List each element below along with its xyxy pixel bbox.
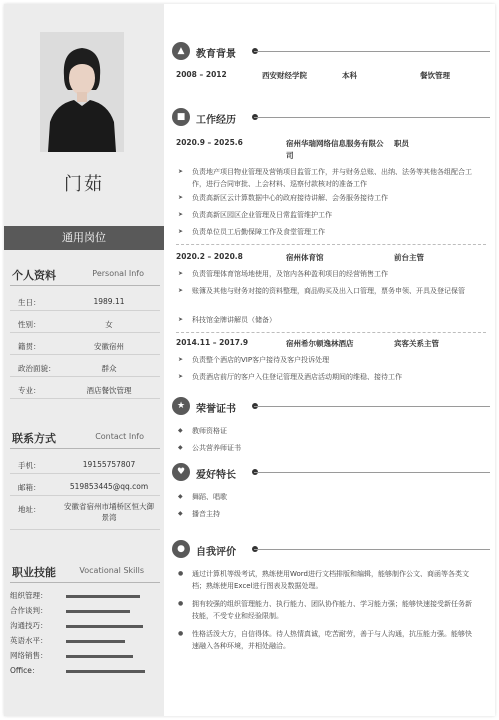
main-content: [164, 4, 495, 716]
summary-item: ● 拥有较强的组织管理能力、执行能力、团队协作能力、学习能力强；能够快速接受新任务新技能，不受专业和经验限制。: [178, 600, 472, 620]
contact-value: 519853445@qq.com: [69, 482, 149, 491]
info-value: 酒店餐饮管理: [86, 386, 132, 395]
chevron-right-icon: ➤: [178, 168, 184, 175]
skill-bar: [66, 655, 133, 658]
chevron-right-icon: ➤: [178, 287, 184, 294]
skill-row: [10, 603, 160, 617]
skill-bar: [66, 640, 125, 643]
job-role: 宾客关系主管: [394, 339, 439, 348]
skills-title: 职业技能: [12, 566, 56, 579]
chevron-right-icon: ➤: [178, 194, 184, 201]
profile-photo: [40, 32, 124, 152]
work-title: 工作经历: [196, 115, 236, 126]
medal-icon: ★: [172, 397, 190, 415]
skill-label: 英语水平：: [10, 636, 48, 645]
chevron-right-icon: ➤: [178, 316, 184, 323]
header-line: [254, 51, 490, 52]
skill-bar: [66, 625, 143, 628]
candidate-name: 门茹: [64, 174, 104, 195]
skill-label: Office：: [10, 666, 40, 675]
skill-label: 组织管理：: [10, 591, 48, 600]
cert-item: ◆ 公共营养师证书: [178, 444, 241, 452]
job-bullet: ➤ 科技馆金牌讲解员（储备）: [178, 316, 276, 324]
hobbies-title: 爱好特长: [196, 470, 236, 481]
chat-bubble-icon: ●: [172, 540, 190, 558]
skill-row: [10, 618, 160, 632]
skill-bar: [66, 610, 130, 613]
personal-info-title-en: Personal Info: [92, 269, 144, 278]
skill-bar: [66, 595, 140, 598]
diamond-bullet-icon: ◆: [178, 444, 183, 451]
certs-section-header: [172, 397, 495, 417]
job-bullet: ➤ 负责酒店前厅的客户入住登记管理及酒店活动期间的维稳、接待工作: [178, 373, 402, 381]
education-school: 西安财经学院: [262, 71, 307, 80]
contact-info-title: 联系方式: [12, 432, 56, 445]
job-bullet: ➤ 负责整个酒店的VIP客户接待及客户投诉处理: [178, 356, 330, 364]
education-section-header: [172, 42, 495, 62]
job-period: 2014.11 – 2017.9: [176, 338, 249, 347]
header-line: [254, 406, 490, 407]
chevron-right-icon: ➤: [178, 373, 184, 380]
info-value: 女: [105, 320, 113, 329]
info-row-birthday: [10, 292, 160, 311]
skills-heading: [10, 564, 160, 583]
info-row-major: [10, 380, 160, 399]
job-company: 宿州华瑞网络信息服务有限公司: [286, 139, 384, 160]
hobbies-section-header: [172, 463, 495, 483]
skill-row: [10, 633, 160, 647]
contact-key: 邮箱：: [18, 483, 41, 492]
info-row-gender: [10, 314, 160, 333]
contact-row-phone: [10, 455, 160, 474]
info-value: 群众: [101, 364, 117, 373]
skill-bar: [66, 670, 145, 673]
skill-label: 网络销售：: [10, 651, 48, 660]
header-line: [254, 549, 490, 550]
info-key: 籍贯：: [18, 342, 41, 351]
chevron-right-icon: ➤: [178, 356, 184, 363]
hobby-item: ◆ 舞蹈、唱歌: [178, 493, 227, 501]
job-bullet: ➤ 负责地产项目物业管理及营销项目监管工作，并与财务总账、出纳、法务等其他各组配合工作，进行合同审批、上会材料、巡察付款核对的准备工作: [178, 168, 472, 188]
contact-info-title-en: Contact Info: [95, 432, 144, 441]
diamond-bullet-icon: ◆: [178, 493, 183, 500]
contact-value: 19155757807: [82, 460, 136, 469]
target-position: 通用岗位: [4, 226, 164, 250]
chevron-right-icon: ➤: [178, 228, 184, 235]
job-separator: [176, 332, 486, 333]
chevron-right-icon: ➤: [178, 270, 184, 277]
job-bullet: ➤ 账簿及其他与财务对接的资料整理，商品购买及出入口管理，票务申领、开具及登记保管: [178, 287, 465, 295]
skill-row: [10, 648, 160, 662]
certs-title: 荣誉证书: [196, 404, 236, 415]
skill-row: [10, 663, 160, 677]
job-company: 宿州希尔顿逸林酒店: [286, 339, 354, 348]
job-separator: [176, 244, 486, 245]
contact-row-email: [10, 477, 160, 496]
resume-page: [4, 4, 495, 716]
heart-icon: ♥: [172, 463, 190, 481]
contact-key: 地址：: [18, 505, 41, 514]
info-row-hometown: [10, 336, 160, 355]
education-title: 教育背景: [196, 49, 236, 60]
contact-info-heading: [10, 430, 160, 449]
briefcase-icon: ■: [172, 108, 190, 126]
summary-item: ● 性格活泼大方，自信得体。待人热情真诚，吃苦耐劳，善于与人沟通，抗压能力强。能够快速融入各种环境，并相处融洽。: [178, 630, 472, 650]
info-key: 性别：: [18, 320, 41, 329]
dot-bullet-icon: ●: [178, 600, 184, 607]
summary-title: 自我评价: [196, 547, 236, 558]
graduation-cap-icon: ▲: [172, 42, 190, 60]
dot-bullet-icon: ●: [178, 570, 184, 577]
info-value: 1989.11: [93, 297, 125, 306]
personal-info-title: 个人资料: [12, 269, 56, 282]
job-company: 宿州体育馆: [286, 253, 324, 262]
sidebar: [4, 4, 164, 716]
job-bullet: ➤ 负责单位员工后勤保障工作及食堂管理工作: [178, 228, 325, 236]
job-role: 职员: [394, 139, 409, 148]
contact-row-address: [10, 499, 160, 530]
diamond-bullet-icon: ◆: [178, 510, 183, 517]
chevron-right-icon: ➤: [178, 211, 184, 218]
contact-key: 手机：: [18, 461, 41, 470]
summary-section-header: [172, 540, 495, 560]
education-period: 2008 – 2012: [176, 70, 227, 79]
work-section-header: [172, 108, 495, 128]
job-period: 2020.2 – 2020.8: [176, 252, 243, 261]
info-key: 生日：: [18, 298, 41, 307]
skill-label: 沟通技巧：: [10, 621, 48, 630]
diamond-bullet-icon: ◆: [178, 427, 183, 434]
info-value: 安徽宿州: [94, 342, 124, 351]
job-bullet: ➤ 负责高新区园区企业管理及日常监管维护工作: [178, 211, 332, 219]
job-period: 2020.9 – 2025.6: [176, 138, 243, 147]
skill-label: 合作谈判：: [10, 606, 48, 615]
info-key: 政治面貌：: [18, 364, 56, 373]
dot-bullet-icon: ●: [178, 630, 184, 637]
hobby-item: ◆ 播音主持: [178, 510, 220, 518]
skills-title-en: Vocational Skills: [79, 566, 144, 575]
contact-value: 安徽省宿州市埇桥区恒大御景湾: [64, 502, 154, 522]
cert-item: ◆ 教师资格证: [178, 427, 227, 435]
job-bullet: ➤ 负责管理体育馆场地使用，及馆内各种盈利项目的经营销售工作: [178, 270, 388, 278]
education-degree: 本科: [342, 71, 357, 80]
info-row-political-status: [10, 358, 160, 377]
job-role: 前台主管: [394, 253, 424, 262]
education-major: 餐饮管理: [420, 71, 450, 80]
job-row: [176, 138, 486, 164]
header-line: [254, 117, 490, 118]
summary-item: ● 通过计算机等级考试，熟练使用Word进行文档排版和编辑，能够制作公文、商函等各类文档；熟练使用Excel进行图表及数据处理。: [178, 570, 469, 590]
personal-info-heading: [10, 267, 160, 286]
job-bullet: ➤ 负责高新区云计算数据中心的政府接待讲解、会务服务接待工作: [178, 194, 388, 202]
info-key: 专业：: [18, 386, 41, 395]
header-line: [254, 472, 490, 473]
skill-row: [10, 588, 160, 602]
